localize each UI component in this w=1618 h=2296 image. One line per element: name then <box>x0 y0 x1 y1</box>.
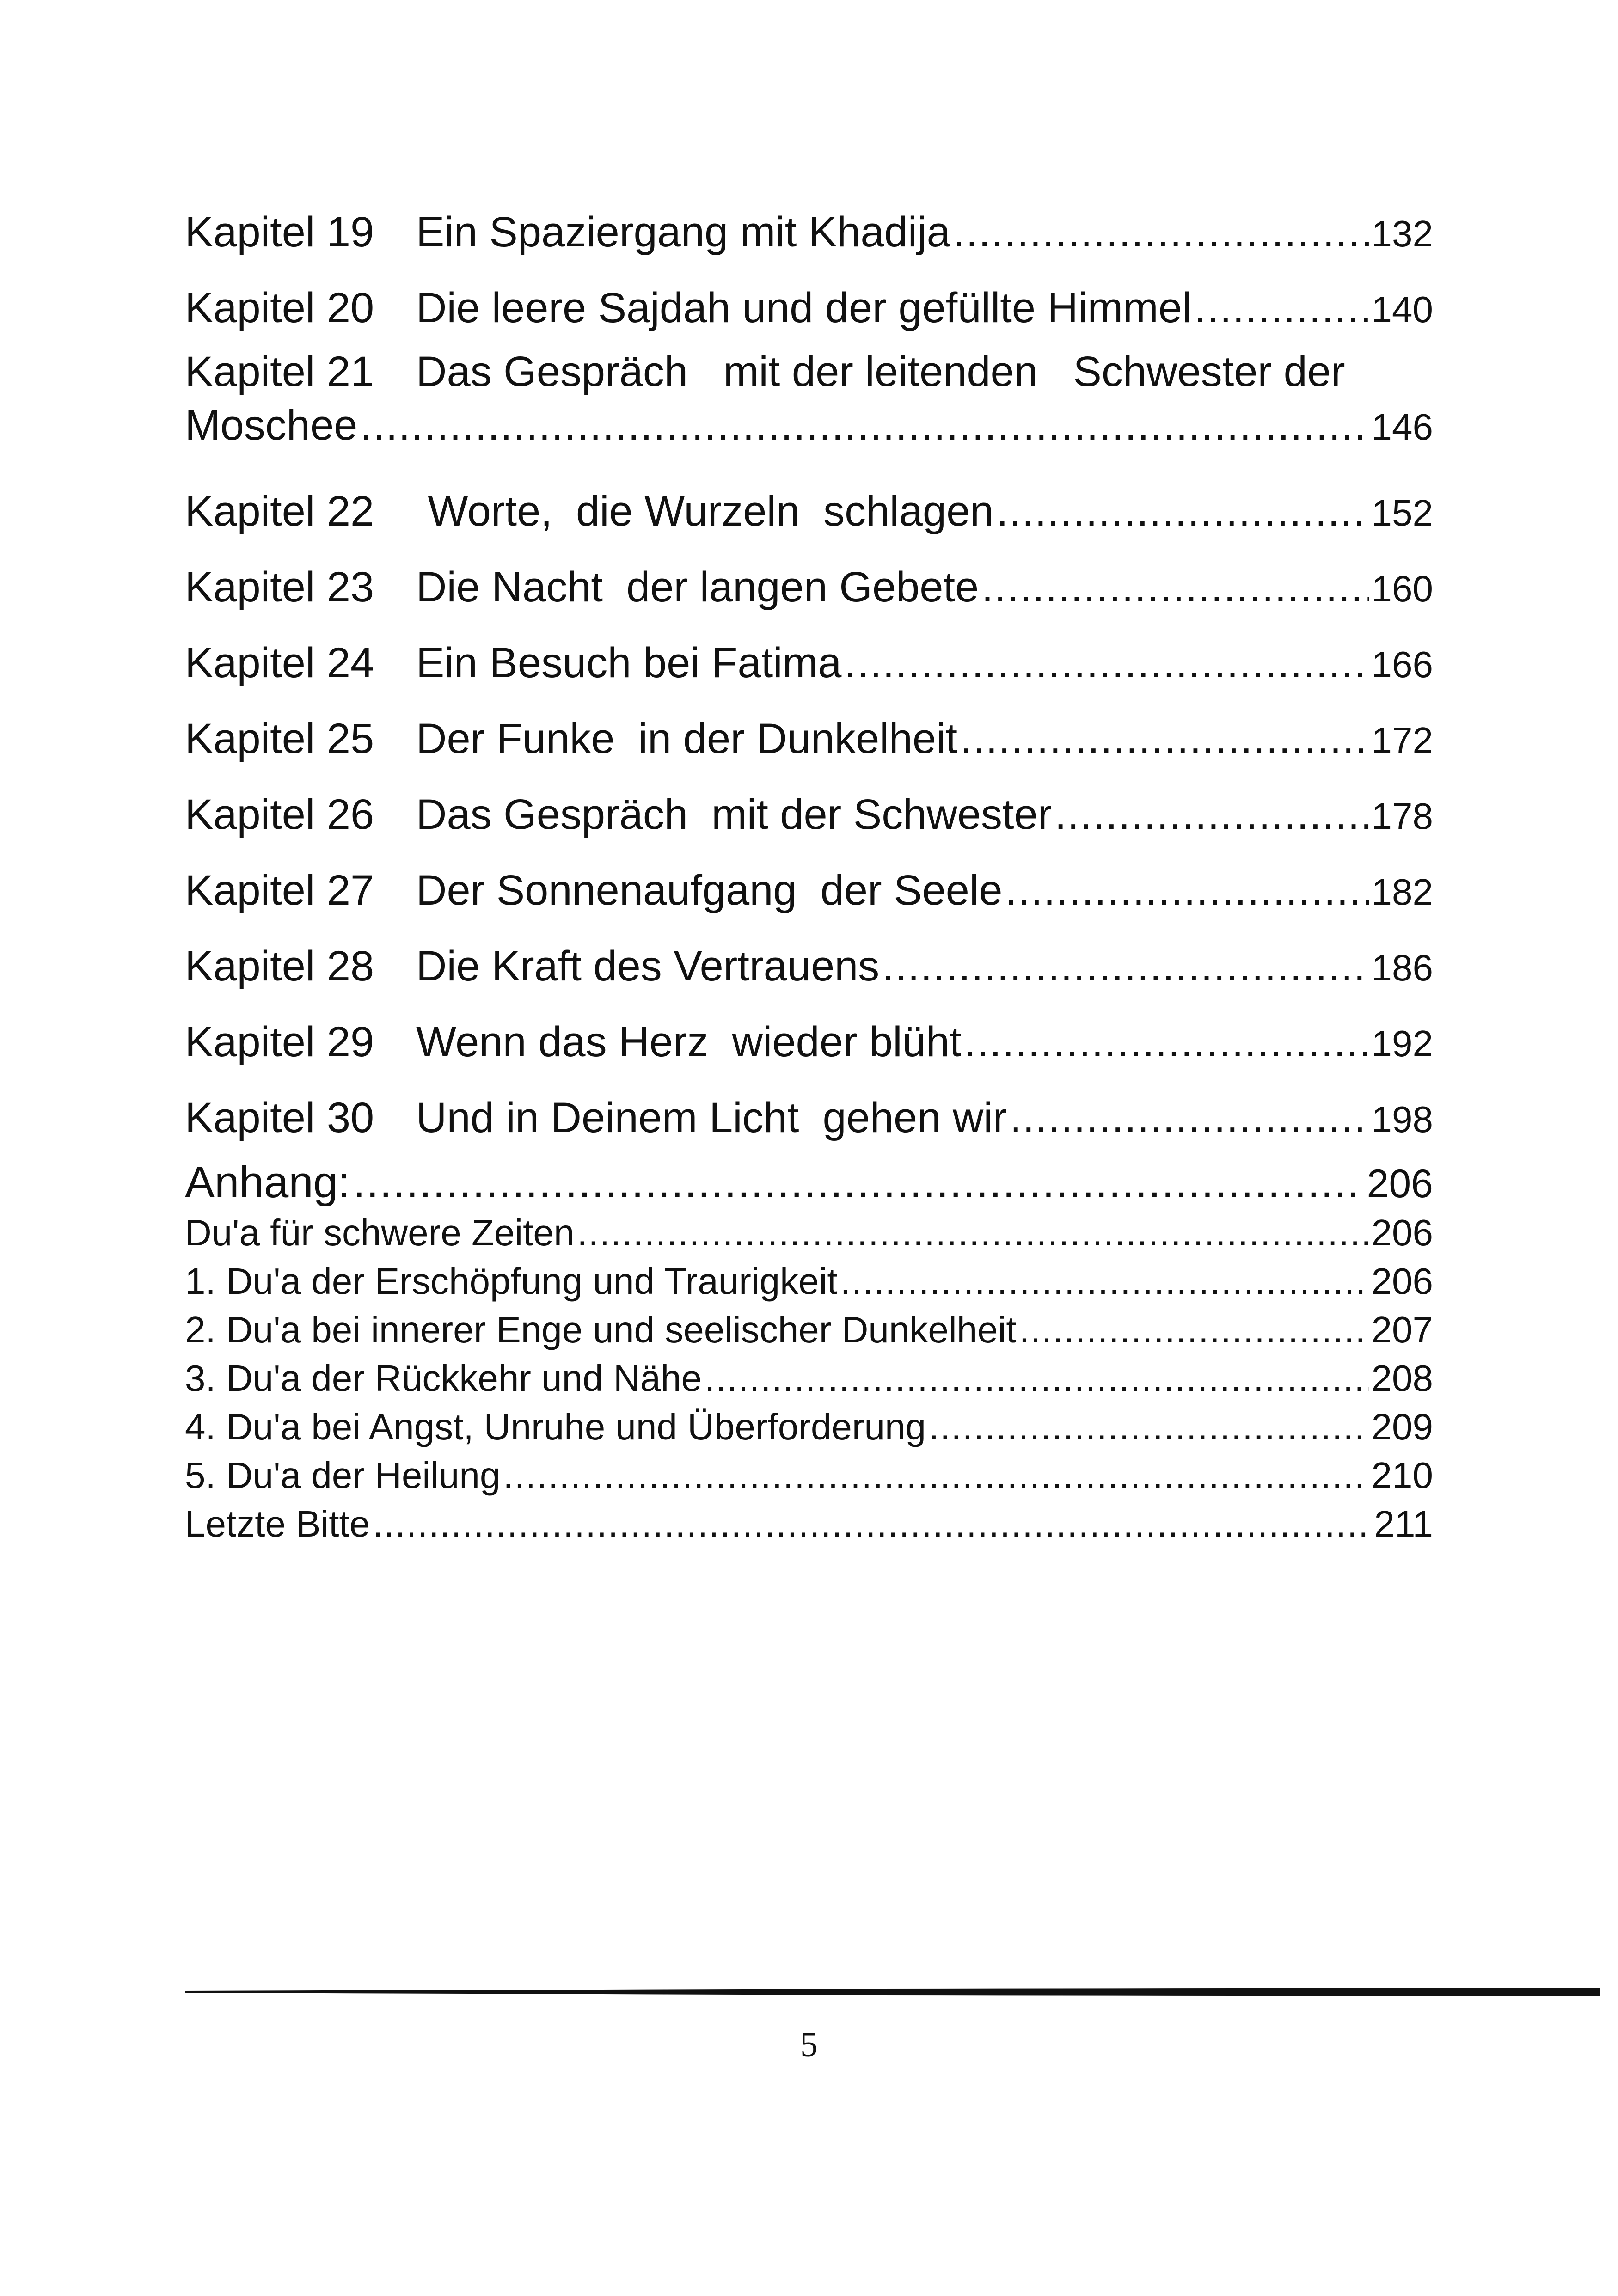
subentry-title: 1. Du'a der Erschöpfung und Traurigkeit <box>185 1261 838 1302</box>
chapter-title: Das Gespräch mit der Schwester <box>416 791 1052 838</box>
chapter-title: Wenn das Herz wieder blüht <box>416 1018 962 1065</box>
toc-entry-chapter-22[interactable] <box>185 473 1433 549</box>
dot-leader <box>705 1354 1368 1402</box>
subentry-title: Letzte Bitte <box>185 1503 370 1544</box>
table-of-contents <box>185 194 1433 1548</box>
page-number-ref: 140 <box>1371 289 1433 330</box>
toc-subentry[interactable] <box>185 1305 1433 1354</box>
toc-subentry[interactable] <box>185 1208 1433 1257</box>
dot-leader <box>1194 270 1368 346</box>
chapter-title: Worte, die Wurzeln schlagen <box>416 488 994 535</box>
dot-leader <box>373 1500 1371 1548</box>
toc-entry-chapter-30[interactable] <box>185 1080 1433 1156</box>
page-number-ref: 186 <box>1371 947 1433 988</box>
toc-entry-chapter-25[interactable] <box>185 701 1433 777</box>
dot-leader <box>960 701 1368 777</box>
page-number-ref: 211 <box>1374 1503 1433 1544</box>
dot-leader <box>964 1004 1369 1080</box>
subentry-title: 4. Du'a bei Angst, Unruhe und Überforderung <box>185 1406 926 1447</box>
chapter-title-line1: Das Gespräch mit der leitenden Schwester der <box>416 348 1345 395</box>
page-number-ref: 172 <box>1371 720 1433 761</box>
dot-leader <box>981 549 1368 625</box>
toc-entry-chapter-28[interactable] <box>185 928 1433 1004</box>
page-number-ref: 206 <box>1367 1162 1433 1206</box>
dot-leader <box>953 194 1369 270</box>
dot-leader <box>840 1257 1369 1305</box>
page-number-ref: 206 <box>1371 1212 1433 1253</box>
chapter-number: Kapitel 23 <box>185 563 374 611</box>
chapter-title: Und in Deinem Licht gehen wir <box>416 1094 1007 1141</box>
page-number-ref: 182 <box>1371 871 1433 912</box>
page-number-ref: 192 <box>1371 1023 1433 1064</box>
subentry-title: 3. Du'a der Rückkehr und Nähe <box>185 1358 702 1399</box>
dot-leader <box>353 1157 1364 1208</box>
toc-entry-chapter-29[interactable] <box>185 1004 1433 1080</box>
toc-entry-chapter-27[interactable] <box>185 852 1433 928</box>
chapter-title-line2: Moschee <box>185 402 358 449</box>
chapter-title: Ein Spaziergang mit Khadija <box>416 208 950 256</box>
subentry-title: Du'a für schwere Zeiten <box>185 1212 575 1253</box>
toc-entry-chapter-24[interactable] <box>185 625 1433 701</box>
toc-entry-chapter-26[interactable] <box>185 777 1433 852</box>
chapter-number: Kapitel 27 <box>185 867 374 914</box>
chapter-title: Der Funke in der Dunkelheit <box>416 715 958 762</box>
chapter-number: Kapitel 28 <box>185 943 374 990</box>
toc-subentry[interactable] <box>185 1257 1433 1305</box>
toc-subentry[interactable] <box>185 1451 1433 1500</box>
page-number: 5 <box>800 2025 818 2064</box>
chapter-number: Kapitel 22 <box>185 488 374 535</box>
toc-subentry[interactable] <box>185 1500 1433 1548</box>
dot-leader <box>1005 852 1369 928</box>
dot-leader <box>360 398 1368 453</box>
chapter-number: Kapitel 24 <box>185 639 374 686</box>
chapter-number: Kapitel 19 <box>185 208 374 256</box>
page-number-ref: 210 <box>1371 1455 1433 1496</box>
page-number-ref: 132 <box>1371 213 1433 254</box>
page-number-ref: 206 <box>1371 1261 1433 1302</box>
toc-entry-chapter-21[interactable] <box>185 346 1433 473</box>
page-number-ref: 160 <box>1371 568 1433 609</box>
chapter-number: Kapitel 21 <box>185 348 374 395</box>
chapter-title: Die Nacht der langen Gebete <box>416 563 979 611</box>
appendix-title: Anhang: <box>185 1157 350 1207</box>
dot-leader <box>882 928 1368 1004</box>
chapter-title: Der Sonnenaufgang der Seele <box>416 867 1003 914</box>
chapter-number: Kapitel 20 <box>185 284 374 331</box>
page-number-ref: 178 <box>1371 796 1433 837</box>
toc-subentry[interactable] <box>185 1402 1433 1451</box>
page-number-ref: 207 <box>1371 1309 1433 1350</box>
toc-subentry[interactable] <box>185 1354 1433 1402</box>
page-number-ref: 152 <box>1371 492 1433 533</box>
chapter-number: Kapitel 30 <box>185 1094 374 1141</box>
chapter-number: Kapitel 25 <box>185 715 374 762</box>
page-number-ref: 146 <box>1371 406 1433 447</box>
dot-leader <box>577 1208 1368 1257</box>
page-number-ref: 198 <box>1371 1099 1433 1140</box>
footer-rule <box>185 1987 1600 1997</box>
toc-entry-chapter-20[interactable] <box>185 270 1433 346</box>
page-number-ref: 209 <box>1371 1406 1433 1447</box>
dot-leader <box>503 1451 1368 1500</box>
toc-entry-appendix[interactable] <box>185 1157 1433 1208</box>
dot-leader <box>1019 1305 1369 1354</box>
dot-leader <box>1054 777 1368 852</box>
subentry-title: 5. Du'a der Heilung <box>185 1455 501 1496</box>
page-number-ref: 208 <box>1371 1358 1433 1399</box>
chapter-number: Kapitel 29 <box>185 1018 374 1065</box>
page-number-ref: 166 <box>1371 644 1433 685</box>
subentry-title: 2. Du'a bei innerer Enge und seelischer Dunkelheit <box>185 1309 1017 1350</box>
toc-entry-chapter-19[interactable] <box>185 194 1433 270</box>
toc-entry-chapter-23[interactable] <box>185 549 1433 625</box>
dot-leader <box>844 625 1368 701</box>
footer-rule-line <box>185 1987 1600 1997</box>
dot-leader <box>996 473 1368 549</box>
dot-leader <box>929 1402 1369 1451</box>
chapter-title: Die Kraft des Vertrauens <box>416 943 880 990</box>
chapter-title: Ein Besuch bei Fatima <box>416 639 842 686</box>
chapter-number: Kapitel 26 <box>185 791 374 838</box>
dot-leader <box>1010 1080 1368 1156</box>
chapter-title: Die leere Sajdah und der gefüllte Himmel <box>416 284 1192 331</box>
